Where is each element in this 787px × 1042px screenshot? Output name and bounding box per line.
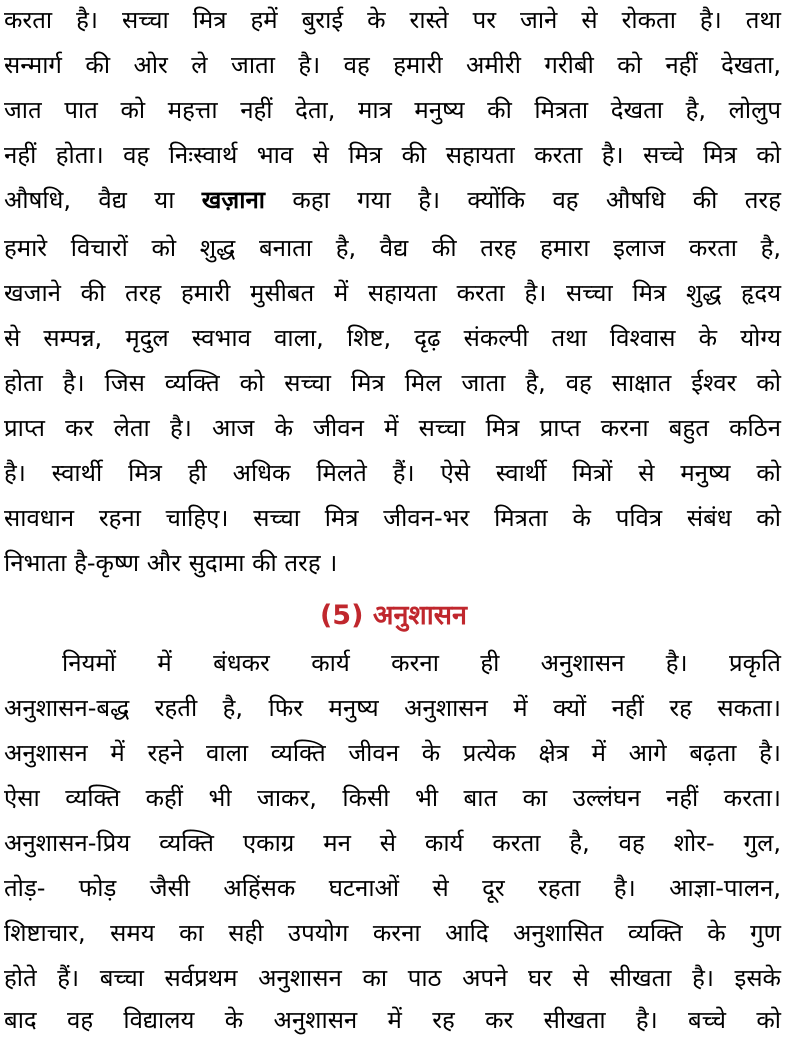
paragraph-1-line: जात पात को महत्ता नहीं देता, मात्र मनुष्य की मित्रता देखता है, लोलुप — [4, 96, 781, 124]
paragraph-2-line: नियमों में बंधकर कार्य करना ही अनुशासन है। प्रकृति — [62, 649, 781, 677]
paragraph-1-line: प्राप्त कर लेता है। आज के जीवन में सच्चा मित्र प्राप्त करना बहुत कठिन — [4, 414, 781, 442]
bold-word-khazana: खज़ाना — [201, 186, 265, 214]
paragraph-1-line: नहीं होता। वह निःस्वार्थ भाव से मित्र की सहायता करता है। सच्चे मित्र को — [4, 141, 781, 169]
paragraph-1-line: सावधान रहना चाहिए। सच्चा मित्र जीवन-भर मित्रता के पवित्र संबंध को — [4, 504, 781, 532]
paragraph-1-line: सन्मार्ग की ओर ले जाता है। वह हमारी अमीरी गरीबी को नहीं देखता, — [4, 51, 781, 79]
paragraph-2-line: तोड़- फोड़ जैसी अहिंसक घटनाओं से दूर रहता है। आज्ञा-पालन, — [4, 874, 781, 902]
line-text: औषधि, वैद्य या — [4, 186, 202, 214]
paragraph-1-line: होता है। जिस व्यक्ति को सच्चा मित्र मिल जाता है, वह साक्षात ईश्वर को — [4, 369, 781, 397]
line-text: कहा गया है। क्योंकि वह औषधि की तरह — [265, 186, 781, 214]
paragraph-2-line: होते हैं। बच्चा सर्वप्रथम अनुशासन का पाठ अपने घर से सीखता है। इसके — [4, 964, 781, 992]
paragraph-1-line: है। स्वार्थी मित्र ही अधिक मिलते हैं। ऐसे स्वार्थी मित्रों से मनुष्य को — [4, 459, 781, 487]
paragraph-2-line: ऐसा व्यक्ति कहीं भी जाकर, किसी भी बात का उल्लंघन नहीं करता। — [4, 784, 781, 812]
paragraph-1-line: करता है। सच्चा मित्र हमें बुराई के रास्ते पर जाने से रोकता है। तथा — [4, 6, 781, 34]
paragraph-2-line: अनुशासन-प्रिय व्यक्ति एकाग्र मन से कार्य करता है, वह शोर- गुल, — [4, 829, 781, 857]
paragraph-1-line: हमारे विचारों को शुद्ध बनाता है, वैद्य की तरह हमारा इलाज करता है, — [4, 234, 781, 262]
paragraph-2-line: शिष्टाचार, समय का सही उपयोग करना आदि अनुशासित व्यक्ति के गुण — [4, 919, 781, 947]
paragraph-1-line: से सम्पन्न, मृदुल स्वभाव वाला, शिष्ट, दृढ़ संकल्पी तथा विश्वास के योग्य — [4, 324, 781, 352]
paragraph-1-line: निभाता है-कृष्ण और सुदामा की तरह । — [4, 549, 338, 577]
paragraph-2-line: बाद वह विद्यालय के अनुशासन में रह कर सीखता है। बच्चे को — [4, 1006, 781, 1034]
paragraph-1-line — [4, 180, 781, 220]
paragraph-2-line: अनुशासन में रहने वाला व्यक्ति जीवन के प्रत्येक क्षेत्र में आगे बढ़ता है। — [4, 739, 781, 767]
paragraph-2-line: अनुशासन-बद्ध रहती है, फिर मनुष्य अनुशासन में क्यों नहीं रह सकता। — [4, 694, 781, 722]
section-heading: (5) अनुशासन — [319, 600, 468, 631]
paragraph-1-line: खजाने की तरह हमारी मुसीबत में सहायता करता है। सच्चा मित्र शुद्ध हृदय — [4, 279, 781, 307]
